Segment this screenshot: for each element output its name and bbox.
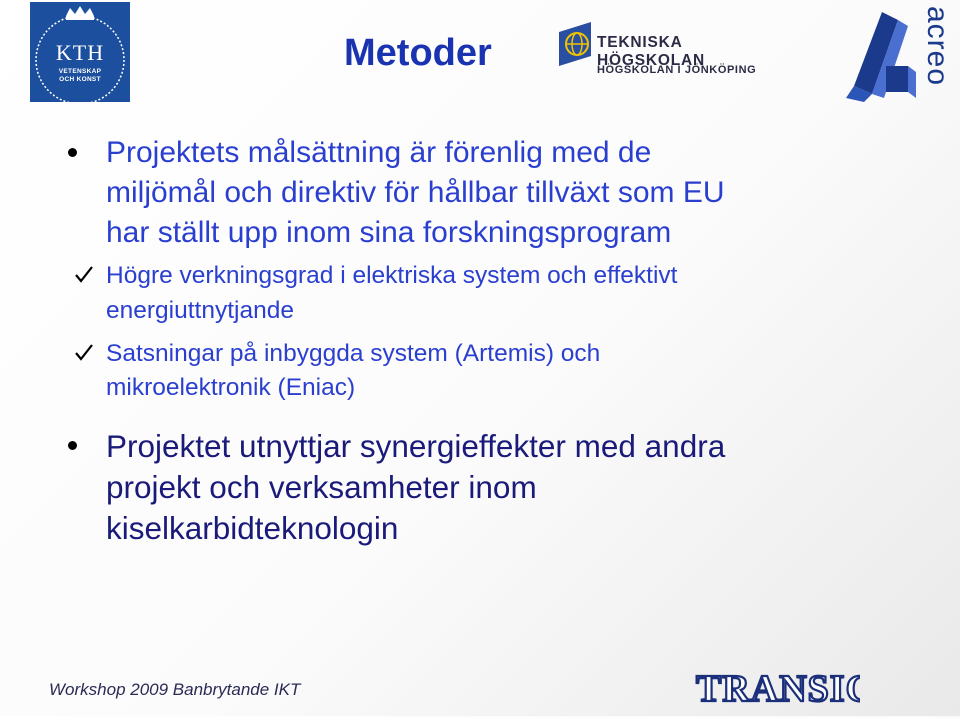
transic-logo-icon xyxy=(690,663,860,713)
kth-logo-sub2: OCH KONST xyxy=(59,76,101,83)
bullet1-line3: har ställt upp inom sina forskningsprogram xyxy=(106,216,672,249)
check2-line1: Satsningar på inbyggda system (Artemis) och xyxy=(106,340,601,367)
bullet-icon xyxy=(68,148,77,157)
bullet2-line2: projekt och verksamheter inom xyxy=(106,469,537,505)
bullet2-line1: Projektet utnyttjar synergieffekter med andra xyxy=(106,428,726,464)
check2-line2: mikroelektronik (Eniac) xyxy=(106,374,356,401)
checkmark-icon xyxy=(74,342,94,362)
bullet1-line2: miljömål och direktiv för hållbar tillväxt som EU xyxy=(106,176,725,209)
bullet1-line1: Projektets målsättning är förenlig med de xyxy=(106,136,652,169)
transic-logo xyxy=(690,663,860,713)
kth-logo-text: KTH xyxy=(55,40,105,65)
th-logo-line2: HÖGSKOLAN I JÖNKÖPING xyxy=(597,64,757,76)
th-logo-line1: TEKNISKA HÖGSKOLAN xyxy=(597,34,705,69)
bullet-icon xyxy=(68,441,77,450)
slide-title: Metoder xyxy=(344,32,492,74)
kth-logo-sub1: VETENSKAP xyxy=(58,68,102,75)
acreo-logo-text: acreo xyxy=(921,6,954,87)
transic-logo-text: TRANSIC xyxy=(696,668,860,710)
footer-text: Workshop 2009 Banbrytande IKT xyxy=(49,680,301,699)
check1-line2: energiuttnytjande xyxy=(106,297,294,324)
bullet2-line3: kiselkarbidteknologin xyxy=(106,510,399,546)
checkmark-icon xyxy=(74,264,94,284)
check1-line1: Högre verkningsgrad i elektriska system och effektivt xyxy=(106,262,678,289)
